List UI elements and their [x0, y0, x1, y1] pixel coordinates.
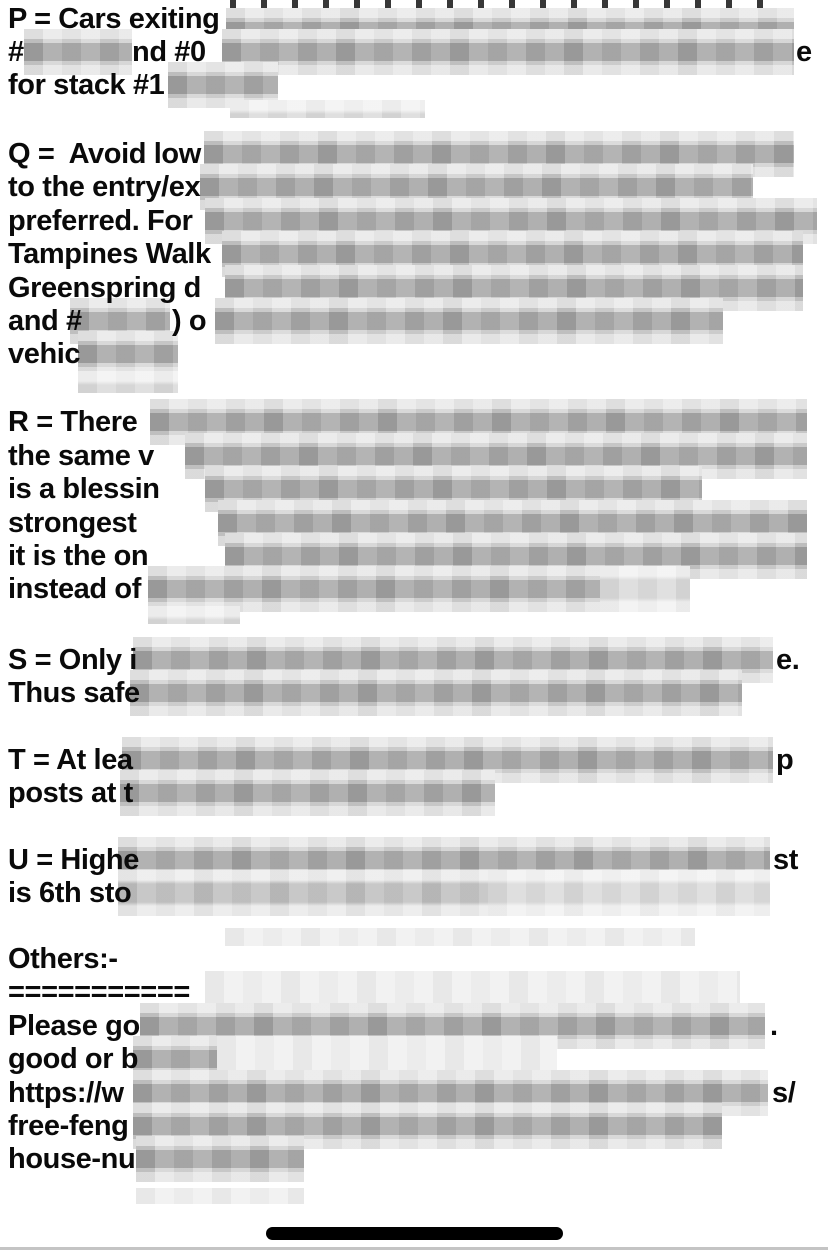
redacted-text — [130, 670, 742, 716]
link-text: s/ — [772, 1076, 796, 1109]
redaction-glyph-tops — [230, 0, 786, 8]
text-line — [0, 35, 828, 69]
line-text: strongest — [8, 506, 137, 539]
redacted-text — [78, 371, 178, 393]
line-text: it is the on — [8, 540, 149, 572]
redacted-text — [225, 928, 695, 946]
line-text: e. — [776, 644, 800, 676]
line-text: . — [770, 1009, 778, 1042]
line-text: the same v — [8, 439, 154, 472]
line-text: st — [773, 844, 798, 876]
link-text: https://w — [8, 1076, 124, 1109]
line-text: U = Highe — [8, 844, 139, 876]
line-text: # — [8, 36, 24, 68]
redacted-text — [118, 870, 488, 916]
line-text: Please go — [8, 1009, 140, 1042]
line-text: S = Only i — [8, 644, 137, 676]
line-text: T = At lea — [8, 744, 133, 776]
redacted-text — [148, 606, 240, 624]
redacted-text — [136, 1188, 304, 1204]
line-text: Tampines Walk — [8, 238, 211, 271]
redacted-text — [120, 770, 495, 816]
line-text: is a blessin — [8, 473, 160, 506]
line-text: good or b — [8, 1043, 139, 1076]
line-text: to the entry/ex — [8, 171, 201, 204]
redacted-text — [136, 1136, 304, 1182]
line-text: e — [796, 36, 812, 68]
line-text: vehic — [8, 338, 81, 371]
redacted-text — [215, 298, 723, 344]
redacted-text — [488, 870, 770, 916]
line-text: nd #0 — [132, 36, 206, 68]
line-text: and # — [8, 305, 82, 337]
line-text: P = Cars exiting — [8, 2, 220, 35]
divider-rule: =========== — [8, 976, 190, 1009]
text-line — [0, 876, 828, 910]
text-line — [0, 1109, 828, 1143]
link-text: house-nu — [8, 1143, 136, 1176]
line-text: ) o — [172, 305, 207, 337]
line-text: posts at t — [8, 777, 133, 810]
bottom-toolbar-divider — [0, 1247, 828, 1250]
redacted-text — [222, 29, 794, 75]
line-text: Greenspring d — [8, 271, 201, 304]
line-text: Q = Avoid low — [8, 138, 201, 170]
line-text: instead of — [8, 573, 141, 606]
line-text: is 6th sto — [8, 877, 132, 910]
text-line — [0, 676, 828, 710]
home-indicator[interactable] — [266, 1227, 563, 1240]
line-text: preferred. For — [8, 204, 193, 237]
redacted-text — [600, 566, 690, 612]
line-text: Thus safe — [8, 677, 140, 710]
section-header: Others:- — [8, 943, 118, 975]
line-text: for stack #1 — [8, 69, 165, 102]
line-text: R = There — [8, 406, 138, 439]
redacted-text — [230, 100, 425, 118]
line-text: p — [776, 744, 794, 776]
link-text: free-feng — [8, 1110, 129, 1142]
